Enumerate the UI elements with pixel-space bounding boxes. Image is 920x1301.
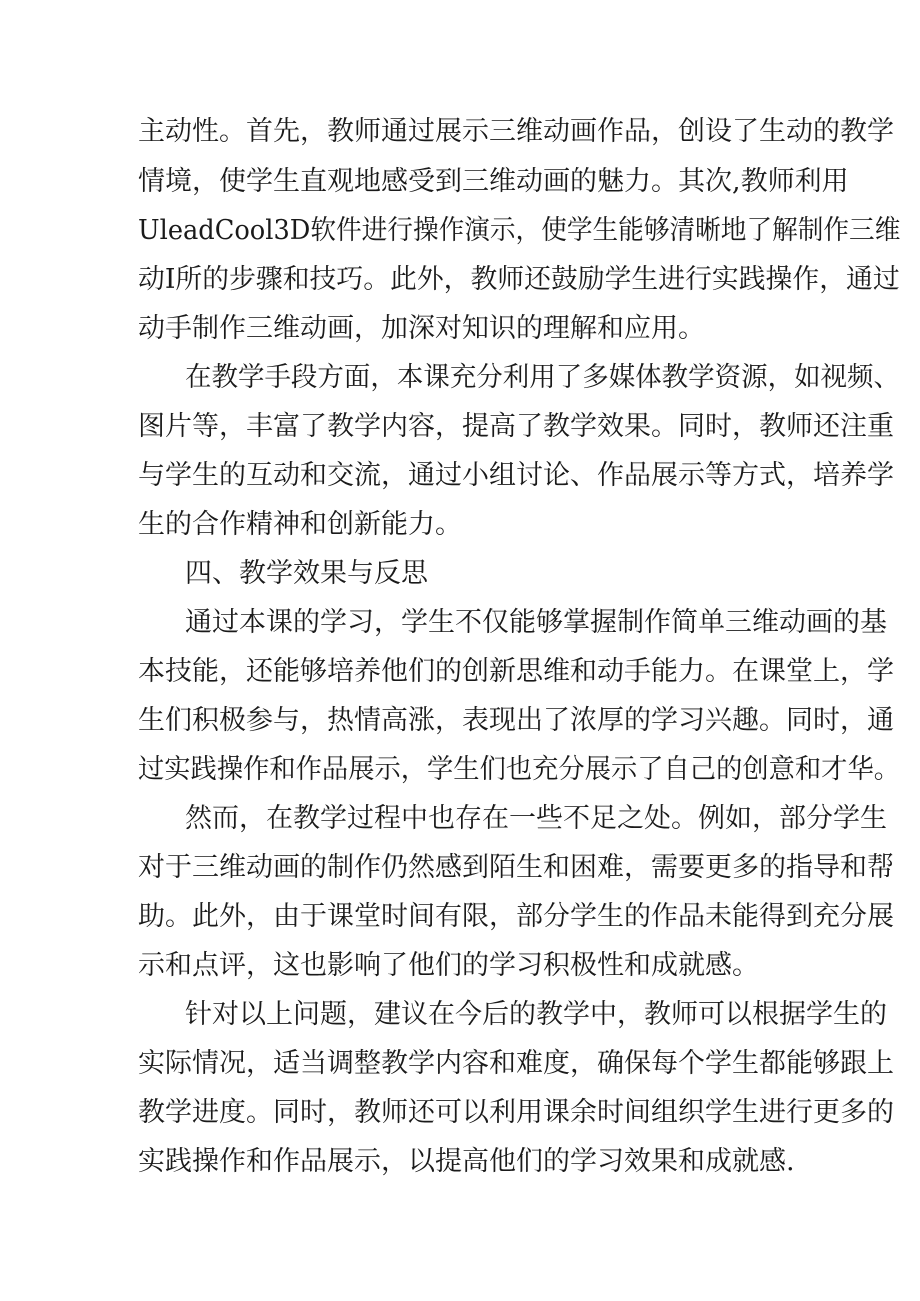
text-line-content: 在教学手段方面，本课充分利用了多媒体教学资源，如视频、 [185, 362, 900, 393]
text-line-content: 主动性。首先，教师通过展示三维动画作品，创设了生动的教学 [138, 116, 894, 147]
text-line-content: 图片等，丰富了教学内容，提高了教学效果。同时，教师还注重 [138, 411, 894, 442]
text-line [0, 944, 920, 988]
text-line [0, 748, 920, 792]
text-line-content: 针对以上问题，建议在今后的教学中，教师可以根据学生的 [185, 999, 887, 1030]
text-line [0, 797, 920, 841]
text-line-content: 生们积极参与，热情高涨，表现出了浓厚的学习兴趣。同时，通 [138, 705, 894, 736]
text-line-content: 与学生的互动和交流，通过小组讨论、作品展示等方式，培养学 [138, 460, 894, 491]
text-line-content: 实际情况，适当调整教学内容和难度，确保每个学生都能够跟上 [138, 1048, 894, 1079]
text-line-content: 对于三维动画的制作仍然感到陌生和困难，需要更多的指导和帮 [138, 852, 894, 883]
text-line [0, 503, 920, 547]
text-line-content: 助。此外，由于课堂时间有限，部分学生的作品未能得到充分展 [138, 901, 894, 932]
text-line [0, 895, 920, 939]
text-line [0, 1091, 920, 1135]
text-line-content: 教学进度。同时，教师还可以利用课余时间组织学生进行更多的 [138, 1097, 894, 1128]
text-line-content: 实践操作和作品展示，以提高他们的学习效果和成就感. [138, 1146, 795, 1177]
text-line-content: 过实践操作和作品展示，学生们也充分展示了自己的创意和才华。 [138, 754, 900, 785]
text-line-content: 然而，在教学过程中也存在一些不足之处。例如，部分学生 [185, 803, 887, 834]
text-line-content: 情境，使学生直观地感受到三维动画的魅力。其次,教师利用 [138, 166, 849, 197]
text-line-content: 本技能，还能够培养他们的创新思维和动手能力。在课堂上，学 [138, 656, 894, 687]
text-line-content: 动I所的步骤和技巧。此外，教师还鼓励学生进行实践操作，通过 [138, 264, 900, 295]
text-line [0, 405, 920, 449]
text-line-content: 生的合作精神和创新能力。 [138, 509, 462, 540]
text-line [0, 1042, 920, 1086]
section-heading-text: 四、教学效果与反思 [185, 558, 428, 589]
text-line [0, 650, 920, 694]
section-heading [0, 552, 920, 596]
text-line-content: 动手制作三维动画，加深对知识的理解和应用。 [138, 313, 705, 344]
text-line [0, 209, 920, 253]
text-line [0, 258, 920, 302]
text-line [0, 993, 920, 1037]
text-line [0, 1140, 920, 1184]
text-line-content: 通过本课的学习，学生不仅能够掌握制作简单三维动画的基 [185, 607, 887, 638]
text-line [0, 307, 920, 351]
text-line [0, 601, 920, 645]
text-line-content: UleadCool3D软件进行操作演示，使学生能够清晰地了解制作三维 [138, 215, 901, 246]
text-line [0, 846, 920, 890]
text-line-content: 示和点评，这也影响了他们的学习积极性和成就感。 [138, 950, 759, 981]
text-line [0, 699, 920, 743]
text-line [0, 454, 920, 498]
text-line [0, 356, 920, 400]
text-line [0, 110, 920, 154]
text-line [0, 160, 920, 204]
